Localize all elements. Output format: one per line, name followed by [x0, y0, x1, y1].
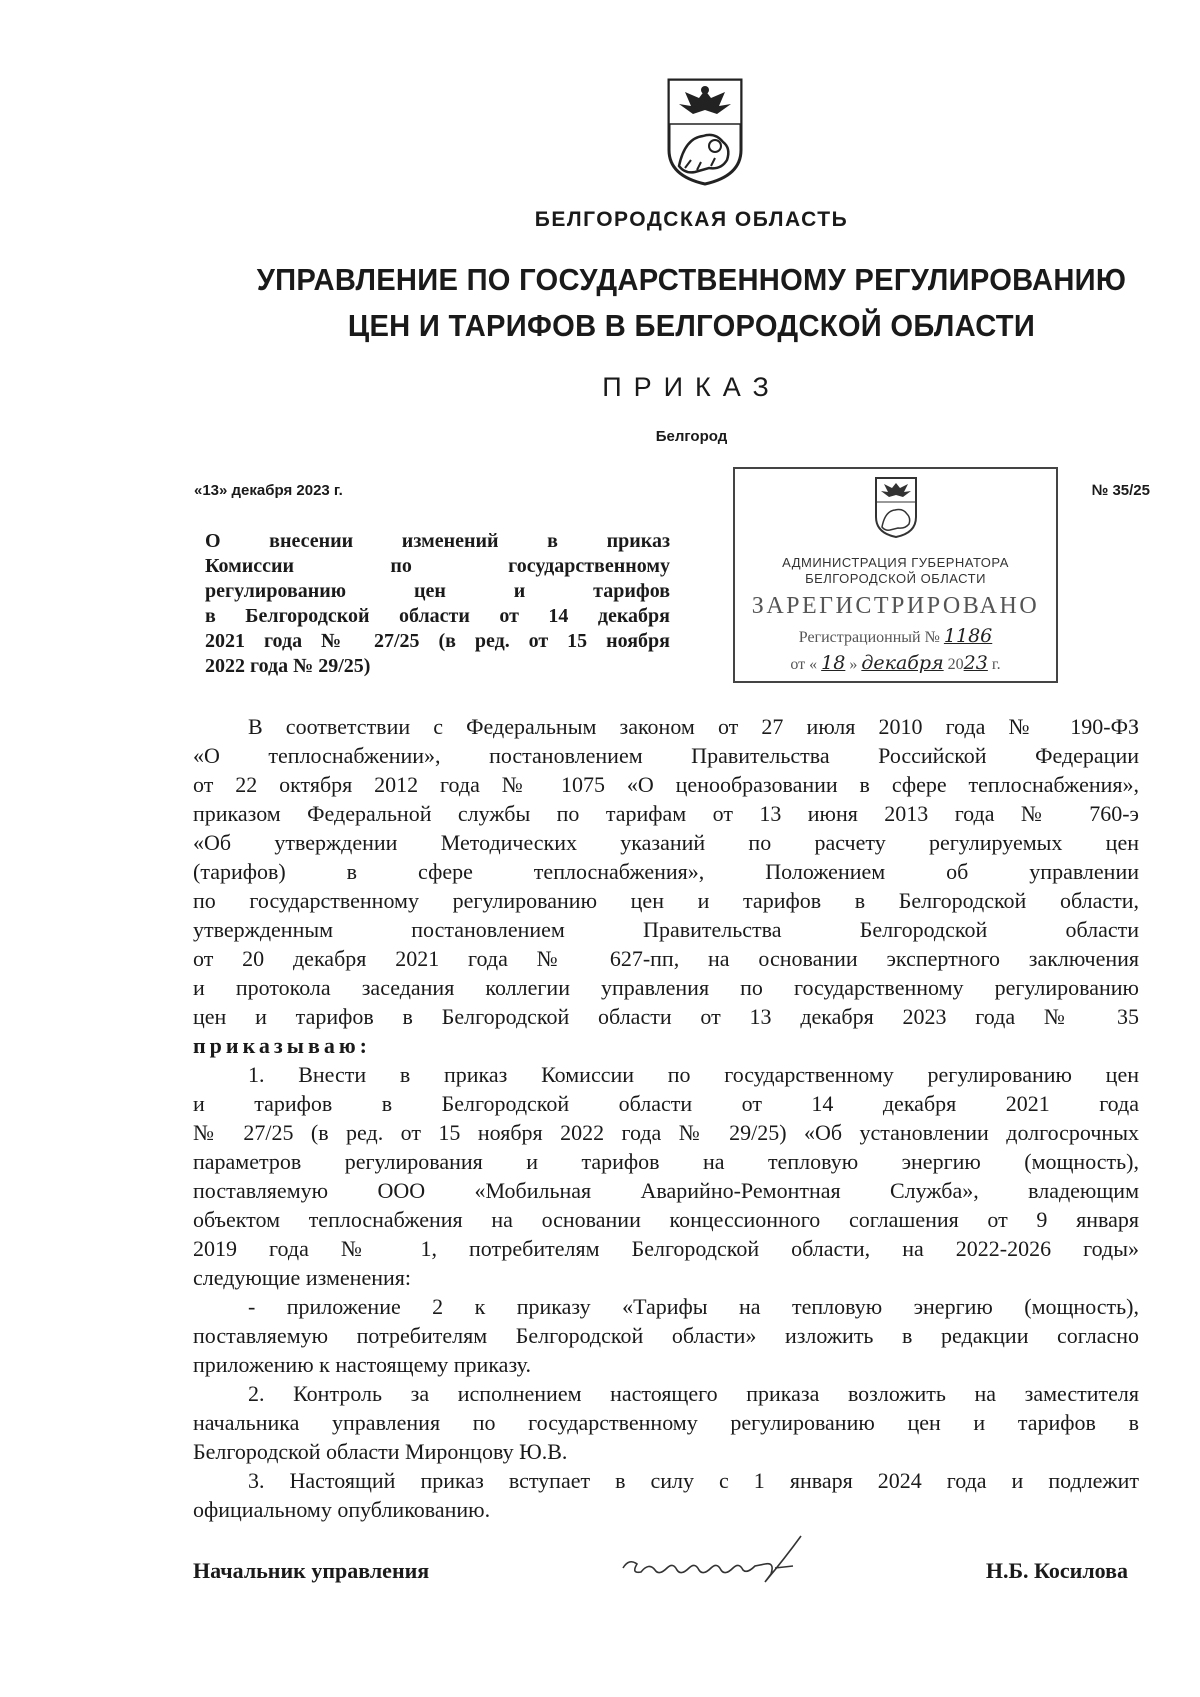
item-2-paragraph [193, 1379, 1139, 1466]
org-title-line-1: УПРАВЛЕНИЕ ПО ГОСУДАРСТВЕННОМУ РЕГУЛИРОВАНИЮ [256, 262, 1127, 297]
org-title-line-2: ЦЕН И ТАРИФОВ В БЕЛГОРОДСКОЙ ОБЛАСТИ [347, 308, 1036, 343]
subject-line: Комиссии по государственному [205, 555, 670, 577]
item-2-line: 2. Контроль за исполнением настоящего приказа возложить на заместителя [248, 1381, 1139, 1406]
item-3-line: официальному опубликованию. [193, 1497, 491, 1522]
preamble-line: цен и тарифов в Белгородской области от 13 декабря 2023 года № 35 [193, 1004, 1139, 1029]
document-city: Белгород [655, 428, 728, 445]
item-1-sub-line: приложению к настоящему приказу. [193, 1352, 531, 1377]
preamble-line: и протокола заседания коллегии управления по государственному регулированию [193, 975, 1139, 1000]
stamp-date-prefix: от « [790, 656, 818, 673]
subject-line: 2021 года № 27/25 (в ред. от 15 ноября [205, 630, 670, 652]
preamble-line: «О теплоснабжении», постановлением Правительства Российской Федерации [193, 743, 1139, 768]
subject-line: регулированию цен и тарифов [205, 580, 670, 602]
order-word: приказываю: [193, 1033, 371, 1058]
item-1-sub-line: поставляемую потребителям Белгородской области» изложить в редакции согласно [193, 1323, 1139, 1348]
subject-line: 2022 года № 29/25) [205, 655, 371, 677]
signer-name: Н.Б. Косилова [985, 1558, 1128, 1583]
subject-line: О внесении изменений в приказ [205, 530, 670, 552]
preamble-line: по государственному регулированию цен и тарифов в Белгородской области, [193, 888, 1139, 913]
item-2-line: начальника управления по государственному регулированию цен и тарифов в [193, 1410, 1139, 1435]
preamble-line: приказом Федеральной службы по тарифам от 13 июня 2013 года № 760-э [193, 801, 1139, 826]
item-2-line: Белгородской области Миронцову Ю.В. [193, 1439, 568, 1464]
stamp-date-year-prefix: 20 [947, 656, 964, 673]
stamp-registered: ЗАРЕГИСТРИРОВАНО [751, 593, 1040, 619]
item-3-paragraph [193, 1466, 1139, 1524]
region-title: БЕЛГОРОДСКАЯ ОБЛАСТЬ [534, 208, 849, 231]
item-1-line: и тарифов в Белгородской области от 14 декабря 2021 года [193, 1091, 1139, 1116]
item-1-paragraph [193, 1060, 1139, 1292]
preamble-line: от 22 октября 2012 года № 1075 «О ценообразовании в сфере теплоснабжения», [193, 772, 1139, 797]
preamble-line: утвержденным постановлением Правительства Белгородской области [193, 917, 1139, 942]
document-date: «13» декабря 2023 г. [194, 482, 343, 499]
document-type: ПРИКАЗ [602, 372, 781, 402]
stamp-reg-date [735, 652, 1056, 674]
stamp-date-day: 18 [821, 652, 846, 674]
stamp-date-suffix: г. [991, 656, 1001, 673]
item-1-line: № 27/25 (в ред. от 15 ноября 2022 года № 29/25) «Об установлении долгосрочных [193, 1120, 1139, 1145]
item-1-line: поставляемую ООО «Мобильная Аварийно-Ремонтная Служба», владеющим [193, 1178, 1139, 1203]
stamp-date-month: декабря [861, 652, 944, 674]
stamp-admin-line-2: БЕЛГОРОДСКОЙ ОБЛАСТИ [805, 571, 986, 586]
preamble-line: В соответствии с Федеральным законом от 27 июля 2010 года № 190-ФЗ [248, 714, 1139, 739]
signer-position: Начальник управления [193, 1558, 430, 1583]
stamp-reg-label: Регистрационный № [798, 629, 940, 646]
document-body [193, 712, 1139, 1524]
item-1-line: объектом теплоснабжения на основании концессионного соглашения от 9 января [193, 1207, 1139, 1232]
preamble-line: «Об утверждении Методических указаний по расчету регулируемых цен [193, 830, 1139, 855]
document-number: № 35/25 [1091, 482, 1150, 499]
handwritten-signature-icon [615, 1528, 825, 1598]
preamble-line: (тарифов) в сфере теплоснабжения», Положением об управлении [193, 859, 1139, 884]
item-1-sub-paragraph [193, 1292, 1139, 1379]
stamp-admin-line-1: АДМИНИСТРАЦИЯ ГУБЕРНАТОРА [782, 555, 1009, 570]
stamp-coat-of-arms-icon [873, 475, 919, 539]
document-subject [205, 529, 670, 679]
item-1-line: 1. Внести в приказ Комиссии по государственному регулированию цен [248, 1062, 1139, 1087]
item-1-line: 2019 года № 1, потребителям Белгородской области, на 2022-2026 годы» [193, 1236, 1139, 1261]
registration-stamp [733, 467, 1058, 683]
subject-line: в Белгородской области от 14 декабря [205, 605, 670, 627]
stamp-admin-name [735, 555, 1056, 587]
coat-of-arms-icon [665, 76, 745, 188]
preamble-paragraph [193, 712, 1139, 1060]
item-1-line: следующие изменения: [193, 1265, 411, 1290]
stamp-date-mid: » [849, 656, 858, 673]
stamp-reg-number [735, 625, 1056, 647]
stamp-reg-number-value: 1186 [943, 625, 993, 647]
stamp-date-year: 23 [963, 652, 988, 674]
item-1-line: параметров регулирования и тарифов на тепловую энергию (мощность), [193, 1149, 1139, 1174]
preamble-line: от 20 декабря 2021 года № 627-пп, на основании экспертного заключения [193, 946, 1139, 971]
item-1-sub-line: - приложение 2 к приказу «Тарифы на тепловую энергию (мощность), [248, 1294, 1139, 1319]
item-3-line: 3. Настоящий приказ вступает в силу с 1 января 2024 года и подлежит [248, 1468, 1139, 1493]
